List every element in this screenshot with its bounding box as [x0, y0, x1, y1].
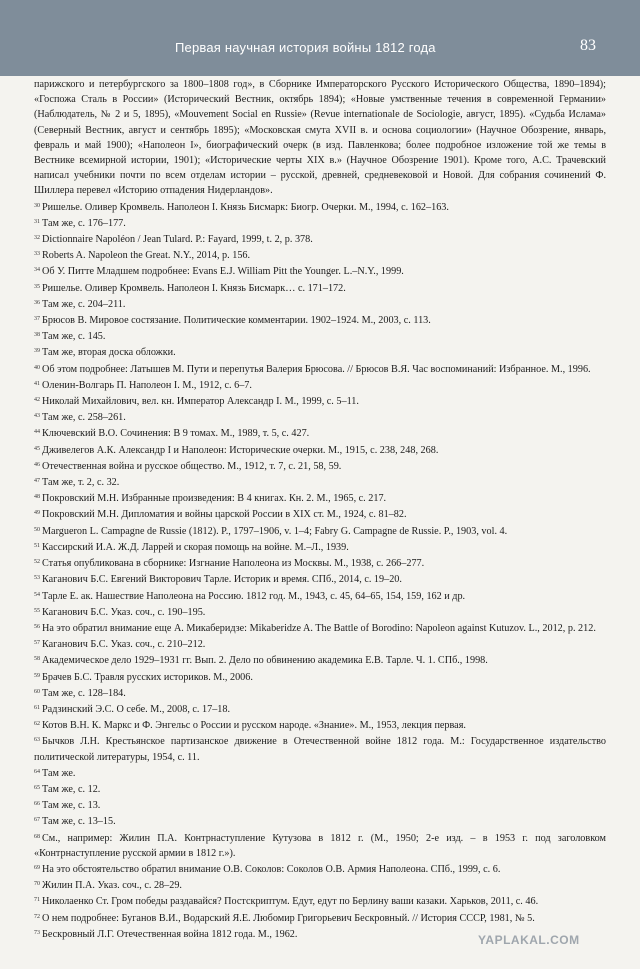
footnotes-block: [34, 77, 606, 942]
footnote-text: Ришелье. Оливер Кромвель. Наполеон I. Князь Бисмарк… с. 171–172.: [42, 282, 346, 294]
footnote-number: 45: [34, 445, 40, 452]
footnote-number: 52: [34, 559, 40, 566]
footnote-text: На это обратил внимание еще А. Микаберидзе: Mikaberidze A. The Battle of Borodino: Napoleon against Kutuzov. L., 2012, p. 212.: [42, 622, 596, 634]
footnote-item: [34, 733, 606, 764]
footnote-item: [34, 425, 606, 441]
footnote-text: Каганович Б.С. Указ. соч., с. 190–195.: [42, 606, 206, 618]
footnote-number: 38: [34, 332, 40, 339]
footnote-text: Там же, с. 204–211.: [42, 298, 126, 310]
footnote-number: 71: [34, 897, 40, 904]
footnote-item: [34, 813, 606, 829]
footnote-number: 72: [34, 913, 40, 920]
running-title: Первая научная история войны 1812 года: [175, 40, 436, 55]
footnote-item: [34, 247, 606, 263]
footnote-number: 68: [34, 833, 40, 840]
footnote-text: Оленин-Волгарь П. Наполеон I. М., 1912, с. 6–7.: [42, 379, 252, 391]
footnote-number: 33: [34, 251, 40, 258]
footnote-item: [34, 296, 606, 312]
footnote-item: [34, 604, 606, 620]
footnote-text: На это обстоятельство обратил внимание О.В. Соколов: Соколов О.В. Армия Наполеона. СПб., 1999, с. 6.: [42, 863, 501, 875]
footnote-text: Dictionnaire Napoléon / Jean Tulard. P.: Fayard, 1999, t. 2, p. 378.: [42, 234, 313, 246]
footnote-number: 42: [34, 397, 40, 404]
footnote-number: 61: [34, 704, 40, 711]
footnote-text: Там же, с. 13–15.: [42, 816, 116, 828]
footnote-number: 56: [34, 623, 40, 630]
footnote-number: 59: [34, 672, 40, 679]
footnote-number: 60: [34, 688, 40, 695]
footnote-item: [34, 669, 606, 685]
footnote-number: 57: [34, 640, 40, 647]
footnote-item: [34, 588, 606, 604]
footnote-text: Радзинский Э.С. О себе. М., 2008, с. 17–18.: [42, 703, 231, 715]
footnote-text: Дживелегов А.К. Александр I и Наполеон: Исторические очерки. М., 1915, с. 238, 248, 268.: [42, 444, 439, 456]
footnote-item: [34, 523, 606, 539]
footnote-text: Каганович Б.С. Евгений Викторович Тарле. Историк и время. СПб., 2014, с. 19–20.: [42, 574, 402, 586]
footnote-item: [34, 571, 606, 587]
footnote-item: [34, 539, 606, 555]
footnote-number: 67: [34, 817, 40, 824]
footnote-number: 50: [34, 526, 40, 533]
footnote-text: Об этом подробнее: Латышев М. Пути и перепутья Валерия Брюсова. // Брюсов В.Я. Час воспоминаний: Избранное. М., 1996.: [42, 363, 591, 375]
footnote-item: [34, 765, 606, 781]
footnote-item: [34, 215, 606, 231]
footnote-item: [34, 409, 606, 425]
footnote-text: Там же, с. 145.: [42, 331, 106, 343]
footnote-text: Там же, с. 176–177.: [42, 217, 126, 229]
footnote-item: [34, 312, 606, 328]
footnote-text: Каганович Б.С. Указ. соч., с. 210–212.: [42, 639, 206, 651]
footnote-number: 41: [34, 380, 40, 387]
footnote-number: 31: [34, 218, 40, 225]
footnote-item: [34, 199, 606, 215]
footnote-text: Брюсов В. Мировое состязание. Политические комментарии. 1902–1924. М., 2003, с. 113.: [42, 315, 431, 327]
footnote-number: 65: [34, 784, 40, 791]
footnote-text: Николай Михайлович, вел. кн. Император Александр I. М., 1999, с. 5–11.: [42, 396, 359, 408]
footnote-item: [34, 361, 606, 377]
footnote-text: Там же, т. 2, с. 32.: [42, 477, 120, 489]
footnote-item: [34, 652, 606, 668]
page-header: [0, 0, 640, 76]
footnote-item: [34, 910, 606, 926]
footnote-text: Покровский М.Н. Дипломатия и войны царской России в XIX ст. М., 1924, с. 81–82.: [42, 509, 407, 521]
footnote-number: 70: [34, 881, 40, 888]
footnote-number: 51: [34, 542, 40, 549]
footnote-item: [34, 893, 606, 909]
footnote-item: [34, 377, 606, 393]
footnote-item: [34, 231, 606, 247]
footnote-text: Margueron L. Campagne de Russie (1812). P., 1797–1906, v. 1–4; Fabry G. Campagne de Russie. P., 1903, vol. 4.: [42, 525, 508, 537]
footnote-item: [34, 555, 606, 571]
footnote-text: Тарле Е. ак. Нашествие Наполеона на Россию. 1812 год. М., 1943, с. 45, 64–65, 154, 159, 162 и др.: [42, 590, 466, 602]
footnote-text: Котов В.Н. К. Маркс и Ф. Энгельс о России и русском народе. «Знание». М., 1953, лекция первая.: [42, 720, 466, 732]
footnote-number: 43: [34, 413, 40, 420]
footnote-number: 54: [34, 591, 40, 598]
footnote-number: 49: [34, 510, 40, 517]
footnote-item: [34, 797, 606, 813]
footnote-number: 55: [34, 607, 40, 614]
footnote-item: [34, 506, 606, 522]
footnote-item: [34, 781, 606, 797]
footnote-text: Академическое дело 1929–1931 гг. Вып. 2. Дело по обвинению академика Е.В. Тарле. Ч. 1. СПб., 1998.: [42, 655, 488, 667]
footnote-item: [34, 442, 606, 458]
footnote-number: 73: [34, 929, 40, 936]
footnote-number: 35: [34, 283, 40, 290]
footnote-text: Брачев Б.С. Травля русских историков. М., 2006.: [42, 671, 253, 683]
footnote-item: [34, 328, 606, 344]
footnote-item: [34, 263, 606, 279]
footnote-item: [34, 861, 606, 877]
footnote-number: 66: [34, 801, 40, 808]
footnote-text: Там же, вторая доска обложки.: [42, 347, 176, 359]
footnote-number: 39: [34, 348, 40, 355]
footnote-item: [34, 490, 606, 506]
page-number: 83: [580, 37, 596, 54]
footnote-number: 64: [34, 768, 40, 775]
footnote-text: Статья опубликована в сборнике: Изгнание Наполеона из Москвы. М., 1938, с. 266–277.: [42, 558, 425, 570]
footnote-item: [34, 280, 606, 296]
footnote-item: [34, 620, 606, 636]
footnote-item: [34, 636, 606, 652]
footnote-number: 48: [34, 494, 40, 501]
footnote-number: 44: [34, 429, 40, 436]
footnote-number: 32: [34, 235, 40, 242]
footnote-text: Там же, с. 13.: [42, 800, 101, 812]
footnote-item: [34, 344, 606, 360]
footnote-text: Бескровный Л.Г. Отечественная война 1812 года. М., 1962.: [42, 928, 298, 940]
footnote-number: 46: [34, 461, 40, 468]
footnote-text: Кассирский И.А. Ж.Д. Ларрей и скорая помощь на войне. М.–Л., 1939.: [42, 541, 349, 553]
footnote-item: [34, 701, 606, 717]
intro-paragraph: парижского и петербургского за 1800–1808 год», в Сборнике Императорского Русского Исторического Общества, 1890–1894); «Госпожа Сталь в России» (Исторический Вестник, октябрь 1894); «Новые умственные течения в современной Германии» (Наблюдатель, № 2 и 5, 1895), «Mouvement Social en Russie» (Revue internationale de Sociologie, август, 1895). «Судьба Ислама» (Северный Вестник, август и сентябрь 1895); «Московская смута XVII в. и основа социологии» (Научное Обозрение, январь, февраль и май 1900); «Наполеон I», биографический очерк (в изд. Павленкова; более подробное изложение той же темы в Вестнике всемирной истории, 1901); «Исторические черты XIX в.» (Научное Обозрение 1901). Кроме того, А.С. Трачевский написал учебники почти по всем отделам истории – русской, древней, средневековой и Новой. Для собрания сочинений Ф. Шиллера перевел «Историю отпадения Нидерландов».: [34, 79, 606, 197]
footnote-text: Отечественная война и русское общество. М., 1912, т. 7, с. 21, 58, 59.: [42, 460, 342, 472]
footnote-text: Там же, с. 128–184.: [42, 687, 126, 699]
footnote-item: [34, 830, 606, 861]
footnote-item: [34, 393, 606, 409]
footnote-number: 53: [34, 575, 40, 582]
footnote-text: Николаенко Ст. Гром победы раздавайся? Постскриптум. Едут, едут по Берлину ваши казаки. Харьков, 2011, с. 46.: [42, 896, 539, 908]
footnote-text: Roberts A. Napoleon the Great. N.Y., 2014, p. 156.: [42, 250, 251, 262]
site-watermark: YAPLAKAL.COM: [478, 933, 580, 947]
footnote-text: Бычков Л.Н. Крестьянское партизанское движение в Отечественной войне 1812 года. М.: Государственное издательство политической литературы, 1954, с. 11.: [34, 736, 606, 763]
footnote-number: 37: [34, 316, 40, 323]
footnote-text: Об У. Питте Младшем подробнее: Evans E.J. William Pitt the Younger. L.–N.Y., 1999.: [42, 266, 404, 278]
footnote-number: 47: [34, 478, 40, 485]
footnote-text: Там же, с. 12.: [42, 783, 101, 795]
footnote-text: Ришелье. Оливер Кромвель. Наполеон I. Князь Бисмарк: Биогр. Очерки. М., 1994, с. 162–163.: [42, 201, 449, 213]
footnote-text: Там же, с. 258–261.: [42, 412, 126, 424]
footnote-text: См., например: Жилин П.А. Контрнаступление Кутузова в 1812 г. (М., 1950; 2-е изд. – в 1953 г. под заголовком «Контрнаступление русской армии в 1812 г.»).: [34, 832, 606, 859]
footnote-item: [34, 877, 606, 893]
footnote-text: Ключевский В.О. Сочинения: В 9 томах. М., 1989, т. 5, с. 427.: [42, 428, 310, 440]
footnote-item: [34, 685, 606, 701]
footnote-number: 63: [34, 737, 40, 744]
footnote-number: 58: [34, 656, 40, 663]
footnote-number: 40: [34, 364, 40, 371]
footnote-text: Жилин П.А. Указ. соч., с. 28–29.: [42, 880, 182, 892]
footnote-number: 36: [34, 299, 40, 306]
footnote-number: 62: [34, 721, 40, 728]
footnote-text: Покровский М.Н. Избранные произведения: В 4 книгах. Кн. 2. М., 1965, с. 217.: [42, 493, 387, 505]
footnote-number: 69: [34, 864, 40, 871]
footnote-item: [34, 474, 606, 490]
footnote-text: Там же.: [42, 767, 76, 779]
footnote-list: [34, 199, 606, 942]
footnote-number: 34: [34, 267, 40, 274]
footnote-text: О нем подробнее: Буганов В.И., Водарский Я.Е. Любомир Григорьевич Бескровный. // История СССР, 1981, № 5.: [42, 912, 535, 924]
footnote-item: [34, 717, 606, 733]
footnote-item: [34, 458, 606, 474]
footnote-number: 30: [34, 202, 40, 209]
